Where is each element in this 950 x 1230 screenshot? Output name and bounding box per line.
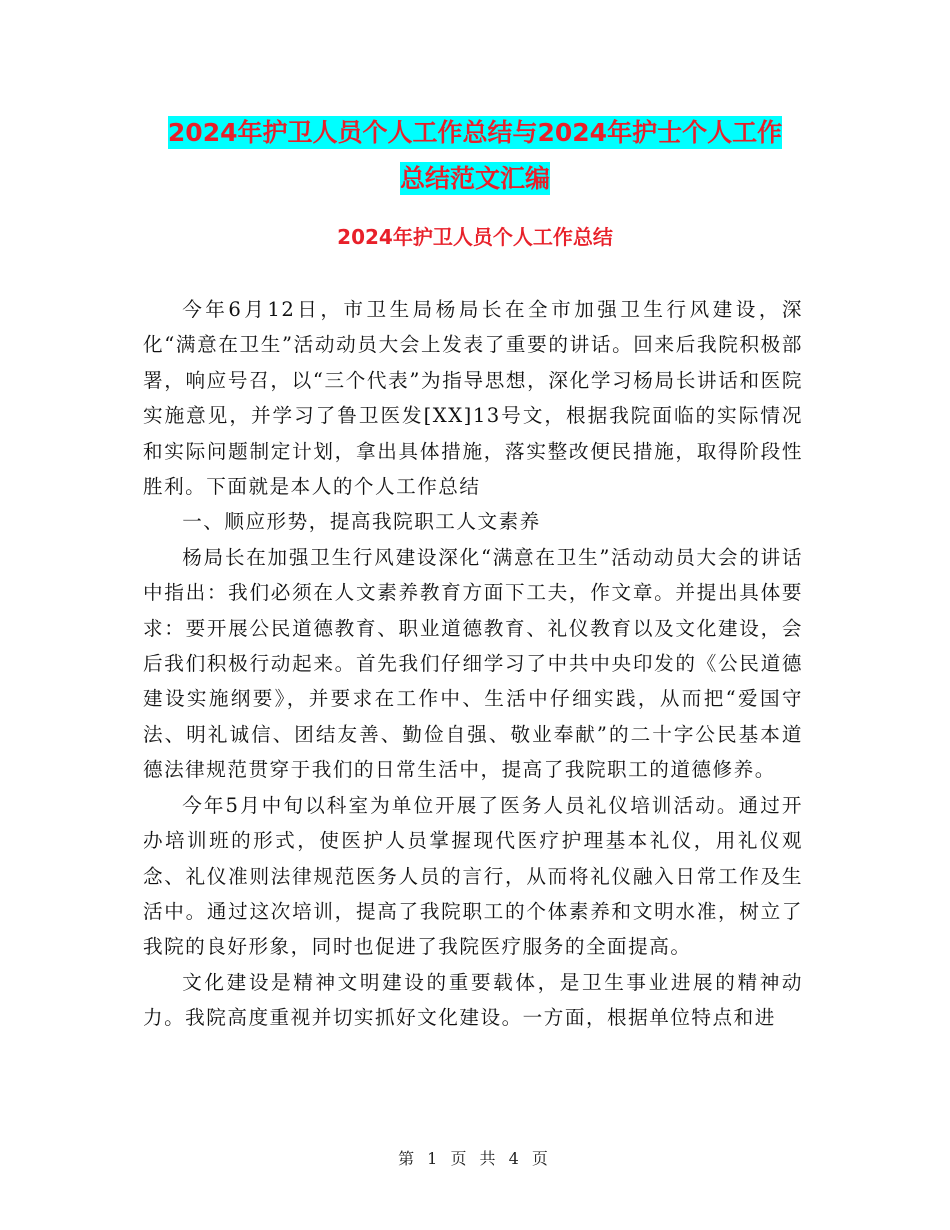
document-body bbox=[143, 292, 803, 1036]
paragraph-5: 文化建设是精神文明建设的重要载体，是卫生事业进展的精神动力。我院高度重视并切实抓好文化建设。一方面，根据单位特点和进 bbox=[143, 970, 803, 1030]
paragraph-2-heading: 一、顺应形势，提高我院职工人文素养 bbox=[182, 510, 541, 534]
document-main-title bbox=[140, 110, 810, 202]
paragraph-1: 今年6月12日，市卫生局杨局长在全市加强卫生行风建设，深化“满意在卫生”活动动员大会上发表了重要的讲话。回来后我院积极部署，响应号召，以“三个代表”为指导思想，深化学习杨局长讲话和医院实施意见，并学习了鲁卫医发[XX]13号文，根据我院面临的实际情况和实际问题制定计划，拿出具体措施，落实整改便民措施，取得阶段性胜利。下面就是本人的个人工作总结 bbox=[143, 298, 803, 499]
main-title-line-2: 总结范文汇编 bbox=[399, 164, 550, 193]
paragraph-4: 今年5月中旬以科室为单位开展了医务人员礼仪培训活动。通过开办培训班的形式，使医护人员掌握现代医疗护理基本礼仪，用礼仪观念、礼仪准则法律规范医务人员的言行，从而将礼仪融入日常工作及生活中。通过这次培训，提高了我院职工的个体素养和文明水准，树立了我院的良好形象，同时也促进了我院医疗服务的全面提高。 bbox=[143, 793, 803, 959]
main-title-line-1: 2024年护卫人员个人工作总结与2024年护士个人工作 bbox=[167, 118, 783, 147]
paragraph-3: 杨局长在加强卫生行风建设深化“满意在卫生”活动动员大会的讲话中指出：我们必须在人文素养教育方面下工夫，作文章。并提出具体要求：要开展公民道德教育、职业道德教育、礼仪教育以及文化建设，会后我们积极行动起来。首先我们仔细学习了中共中央印发的《公民道德建设实施纲要》，并要求在工作中、生活中仔细实践，从而把“爱国守法、明礼诚信、团结友善、勤俭自强、敬业奉献”的二十字公民基本道德法律规范贯穿于我们的日常生活中，提高了我院职工的道德修养。 bbox=[143, 545, 803, 782]
section-title: 2024年护卫人员个人工作总结 bbox=[337, 225, 613, 249]
page-footer: 第 1 页 共 4 页 bbox=[398, 1149, 552, 1168]
